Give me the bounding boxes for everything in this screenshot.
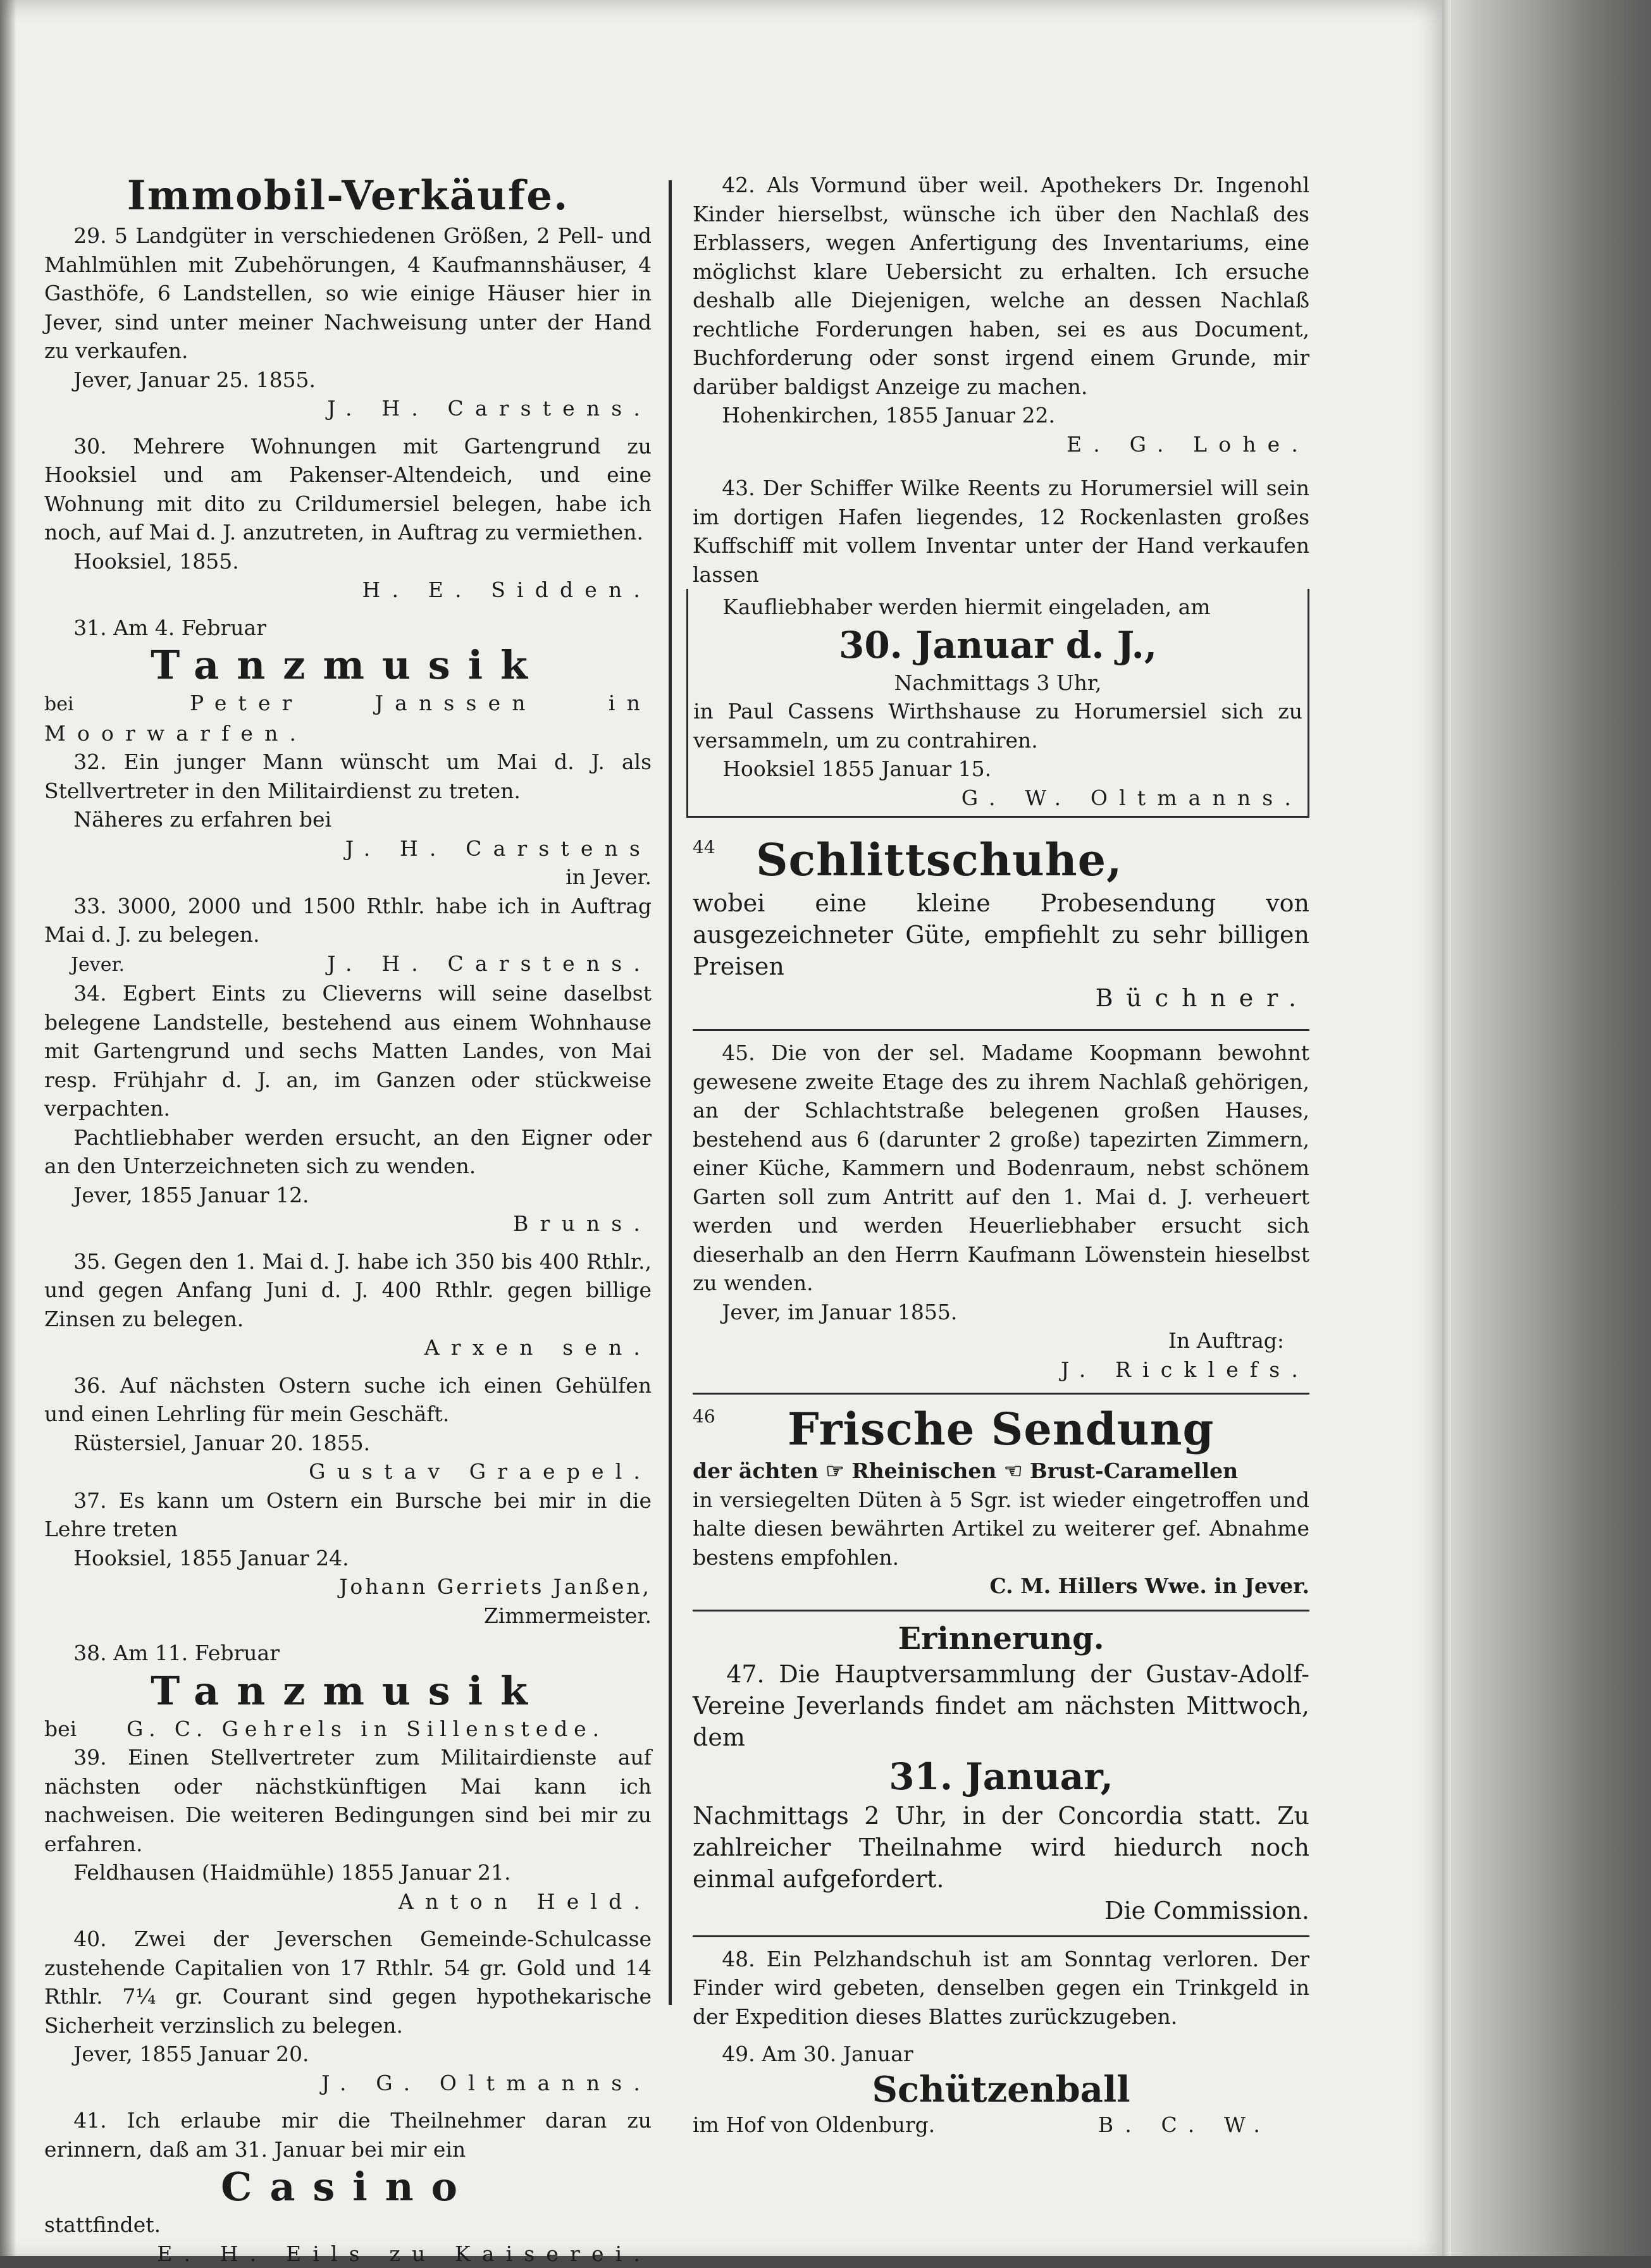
ad-39: [44, 1743, 652, 1916]
ad-33: [44, 892, 652, 980]
ad-31-bei: bei: [44, 690, 190, 719]
ad-35-text: 35. Gegen den 1. Mai d. J. habe ich 350 bis 400 Rthlr., und gegen Anfang Juni d. J. 400 Rthlr. gegen billige Zinsen zu belegen.: [44, 1247, 652, 1334]
ad-43-signature: G. W. Oltmanns.: [693, 784, 1302, 813]
ad-39-date: Feldhausen (Haidmühle) 1855 Januar 21.: [44, 1858, 652, 1887]
ad-36-text: 36. Auf nächsten Ostern suche ich einen Gehülfen und einen Lehrling für mein Geschäft.: [44, 1371, 652, 1429]
ad-30-signature: H. E. Sidden.: [44, 576, 652, 605]
ad-47-heading: Erinnerung.: [693, 1619, 1309, 1658]
ad-46-signature: C. M. Hillers Wwe. in Jever.: [693, 1572, 1309, 1601]
ad-39-signature: Anton Held.: [44, 1887, 652, 1916]
ad-49: [693, 2040, 1309, 2139]
column-divider: [669, 180, 672, 2005]
ad-37: [44, 1486, 652, 1630]
ad-35-signature: Arxen sen.: [44, 1333, 652, 1362]
ad-44-schlittschuhe: Schlittschuhe,: [756, 834, 1123, 886]
immobil-heading: Immobil-Verkäufe.: [44, 171, 652, 221]
ad-38-text: 38. Am 11. Februar: [44, 1639, 652, 1668]
ad-33-place: Jever.: [44, 951, 125, 980]
ad-39-text: 39. Einen Stellvertreter zum Militairdienste auf nächsten oder nächstkünftigen Mai kann ich nachweisen. Die weiteren Bedingungen sind bei mir zu erfahren.: [44, 1743, 652, 1858]
ad-31-text: 31. Am 4. Februar: [44, 613, 652, 643]
ad-40: [44, 1925, 652, 2097]
ad-41-casino: Casino: [44, 2164, 652, 2210]
ad-44: [693, 833, 1309, 1014]
ad-32: [44, 748, 652, 892]
ad-33-text: 33. 3000, 2000 und 1500 Rthlr. habe ich in Auftrag Mai d. J. zu belegen.: [44, 892, 652, 949]
ad-46-number: 46: [693, 1402, 788, 1431]
ad-43-date: Hooksiel 1855 Januar 15.: [693, 755, 1302, 784]
ad-47: [693, 1619, 1309, 1926]
ad-43-place: in Paul Cassens Wirthshause zu Horumersiel sich zu versammeln, um zu contrahiren.: [693, 697, 1302, 755]
ad-37-date: Hooksiel, 1855 Januar 24.: [44, 1544, 652, 1573]
ad-36: [44, 1371, 652, 1486]
ad-32-text: 32. Ein junger Mann wünscht um Mai d. J. als Stellvertreter in den Militairdienst zu treten.: [44, 748, 652, 805]
ad-42-signature: E. G. Lohe.: [693, 430, 1309, 459]
book-spine: [1442, 0, 1651, 2256]
ad-49-text: 49. Am 30. Januar: [693, 2040, 1309, 2069]
ad-37-signature-title: Zimmermeister.: [44, 1601, 652, 1630]
ad-38-bei: bei: [44, 1715, 127, 1744]
ad-34-text: 34. Egbert Eints zu Clieverns will seine daselbst belegene Landstelle, bestehend aus einem Wohnhause mit Gartengrund und sechs Matten Landes, von Mai resp. Frühjahr d. J. an, im Ganzen oder stückweise verpachten.: [44, 979, 652, 1123]
ad-40-text: 40. Zwei der Jeverschen Gemeinde-Schulcasse zustehende Capitalien von 17 Rthlr. 54 gr. Gold und 14 Rthlr. 7¼ gr. Courant sind gegen hypothekarische Sicherheit verzinslich zu belegen.: [44, 1925, 652, 2040]
ad-38: [44, 1639, 652, 1743]
ad-45-signature-label: In Auftrag:: [693, 1326, 1309, 1355]
ad-30: [44, 432, 652, 605]
ad-49-schuetzenball: Schützenball: [693, 2069, 1309, 2111]
ad-34-signature: Bruns.: [44, 1209, 652, 1238]
ad-41: [44, 2106, 652, 2268]
ad-37-signature: Johann Gerriets Janßen,: [44, 1572, 652, 1601]
ad-44-signature: Büchner.: [693, 982, 1309, 1014]
ad-49-signature: B. C. W.: [1098, 2111, 1309, 2140]
left-column: [44, 171, 652, 2268]
ad-29: [44, 221, 652, 423]
ad-43-date-big: 30. Januar d. J.,: [693, 622, 1302, 669]
ad-43-text: 43. Der Schiffer Wilke Reents zu Horumersiel will sein im dortigen Hafen liegendes, 12 Rockenlasten großes Kuffschiff mit vollem Inventar unter der Hand verkaufen lassen: [693, 474, 1309, 589]
ad-34: [44, 979, 652, 1238]
ad-32-signature: J. H. Carstens: [44, 834, 652, 863]
ad-32-signature-place: in Jever.: [44, 863, 652, 892]
ad-34-more: Pachtliebhaber werden ersucht, an den Eigner oder an den Unterzeichneten sich zu wenden.: [44, 1123, 652, 1181]
ad-32-more: Näheres zu erfahren bei: [44, 805, 652, 834]
ad-36-signature: Gustav Graepel.: [44, 1457, 652, 1486]
ad-46-text-1: der ächten ☞ Rheinischen ☜ Brust-Caramellen: [693, 1457, 1309, 1486]
ad-47-text: 47. Die Hauptversammlung der Gustav-Adolf-Vereine Jeverlands findet am nächsten Mittwoch, dem: [693, 1658, 1309, 1753]
ad-31-tanzmusik: Tanzmusik: [44, 642, 652, 689]
ad-38-tanzmusik: Tanzmusik: [44, 1668, 652, 1715]
ad-49-place: im Hof von Oldenburg.: [693, 2112, 935, 2137]
ad-42-date: Hohenkirchen, 1855 Januar 22.: [693, 401, 1309, 430]
section-heading: [44, 171, 652, 221]
ad-30-date: Hooksiel, 1855.: [44, 547, 652, 576]
ad-31: [44, 613, 652, 748]
ad-38-host: G. C. Gehrels in Sillenstede.: [127, 1716, 605, 1741]
ad-44-text: wobei eine kleine Probesendung von ausgezeichneter Güte, empfiehlt zu sehr billigen Preisen: [693, 887, 1309, 982]
page-gutter-shadow: [0, 0, 16, 2256]
ad-43: [693, 474, 1309, 818]
ad-46-text-2: in versiegelten Düten à 5 Sgr. ist wieder eingetroffen und halte diesen bewährten Artikel zu weiterer gef. Abnahme bestens empfohlen.: [693, 1486, 1309, 1572]
ad-29-text: 29. 5 Landgüter in verschiedenen Größen, 2 Pell- und Mahlmühlen mit Zubehörungen, 4 Kaufmannshäuser, 4 Gasthöfe, 6 Landstellen, so wie einige Häuser hier in Jever, sind unter meiner Nachweisung unter der Hand zu verkaufen.: [44, 221, 652, 366]
ad-45-text: 45. Die von der sel. Madame Koopmann bewohnt gewesene zweite Etage des zu ihrem Nachlaß gehörigen, an der Schlachtstraße belegenen großen Hauses, bestehend aus 6 (darunter 2 große) tapezirten Zimmern, einer Küche, Kammern und Bodenraum, nebst schönem Garten soll zum Antritt auf den 1. Mai d. J. verheuert werden und werden Heuerliebhaber ersucht sich dieserhalb an den Herrn Kaufmann Löwenstein hieselbst zu wenden.: [693, 1038, 1309, 1298]
page-edge: [1442, 0, 1451, 2256]
ad-30-text: 30. Mehrere Wohnungen mit Gartengrund zu Hooksiel und am Pakenser-Altendeich, und eine Wohnung mit dito zu Crildumersiel belegen, habe ich noch, auf Mai d. J. anzutreten, in Auftrag zu vermiethen.: [44, 432, 652, 547]
ad-41-text: 41. Ich erlaube mir die Theilnehmer daran zu erinnern, daß am 31. Januar bei mir ein: [44, 2106, 652, 2164]
ad-43-more: Kaufliebhaber werden hiermit eingeladen, am: [693, 593, 1302, 622]
ad-41-end: stattfindet.: [44, 2210, 652, 2240]
ad-42: [693, 171, 1309, 459]
ad-47-text-2: Nachmittags 2 Uhr, in der Concordia statt. Zu zahlreicher Theilnahme wird hiedurch noch einmal aufgefordert.: [693, 1800, 1309, 1895]
ad-40-date: Jever, 1855 Januar 20.: [44, 2040, 652, 2069]
ad-43-time: Nachmittags 3 Uhr,: [693, 669, 1302, 698]
ad-40-signature: J. G. Oltmanns.: [44, 2069, 652, 2098]
ad-42-text: 42. Als Vormund über weil. Apothekers Dr. Ingenohl Kinder hierselbst, wünsche ich über den Nachlaß des Erblassers, wegen Anfertigung des Inventariums, eine möglichst klare Uebersicht zu erhalten. Ich ersuche deshalb alle Diejenigen, welche an dessen Nachlaß rechtliche Forderungen haben, sei es aus Document, Buchforderung oder sonst irgend einem Grunde, mir darüber baldigst Anzeige zu machen.: [693, 171, 1309, 401]
ad-47-signature: Die Commission.: [693, 1895, 1309, 1926]
ad-37-text: 37. Es kann um Ostern ein Bursche bei mir in die Lehre treten: [44, 1486, 652, 1544]
ad-48: [693, 1945, 1309, 2031]
ad-29-signature: J. H. Carstens.: [44, 394, 652, 423]
ad-46: [693, 1402, 1309, 1601]
ad-46-frische-sendung: Frische Sendung: [788, 1403, 1214, 1455]
ad-36-date: Rüstersiel, Januar 20. 1855.: [44, 1429, 652, 1458]
right-column: [693, 171, 1309, 2139]
ad-45: [693, 1038, 1309, 1384]
ad-41-signature: E. H. Eils zu Kaiserei.: [44, 2240, 652, 2268]
ad-31-host: Peter Janssen in Moorwarfen.: [44, 691, 652, 746]
ad-43-box: [686, 589, 1309, 818]
ad-48-text: 48. Ein Pelzhandschuh ist am Sonntag verloren. Der Finder wird gebeten, denselben gegen ein Trinkgeld in der Expedition dieses Blattes zurückzugeben.: [693, 1945, 1309, 2031]
ad-45-date: Jever, im Januar 1855.: [693, 1298, 1309, 1327]
ad-47-date-big: 31. Januar,: [693, 1753, 1309, 1800]
ad-44-number: 44: [693, 833, 756, 862]
ad-29-date: Jever, Januar 25. 1855.: [44, 366, 652, 395]
ad-33-signature: J. H. Carstens.: [327, 949, 652, 978]
ad-35: [44, 1247, 652, 1362]
ad-34-date: Jever, 1855 Januar 12.: [44, 1181, 652, 1210]
ad-45-signature: J. Ricklefs.: [693, 1355, 1309, 1384]
